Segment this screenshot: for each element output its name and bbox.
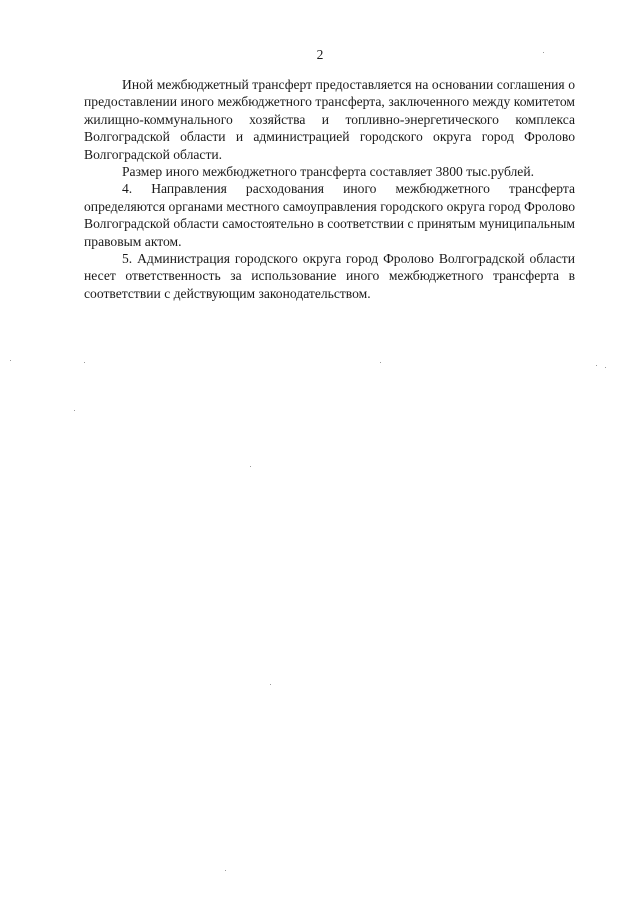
scan-speck	[270, 684, 271, 685]
scan-speck	[543, 52, 544, 53]
paragraph-responsibility: 5. Администрация городского округа город Фролово Волгоградской области несет ответственность за использование иного межбюджетного трансферта в соответствии с действующим законодательством.	[84, 251, 575, 301]
scan-speck	[10, 360, 11, 361]
scan-speck	[84, 362, 85, 363]
document-body	[84, 76, 575, 302]
scan-speck	[225, 870, 226, 871]
scan-speck	[74, 410, 75, 411]
scan-speck	[380, 362, 381, 363]
scan-speck	[596, 365, 597, 366]
paragraph-transfer-amount: Размер иного межбюджетного трансферта составляет 3800 тыс.рублей.	[122, 164, 535, 180]
page-number: 2	[316, 47, 324, 62]
scan-speck	[605, 367, 606, 368]
paragraph-agreement-basis: Иной межбюджетный трансферт предоставляется на основании соглашения о предоставлении иного межбюджетного трансферта, заключенного между комитетом жилищно-коммунального хозяйства и топливно-энергетического комплекса Волгоградской области и администрацией городского округа город Фролово Волгоградской области.	[84, 77, 575, 162]
scan-speck	[250, 466, 251, 467]
paragraph-spending-directions: 4. Направления расходования иного межбюджетного трансферта определяются органами местного самоуправления городского округа город Фролово Волгоградской области самостоятельно в соответствии с принятым муниципальным правовым актом.	[84, 181, 575, 249]
